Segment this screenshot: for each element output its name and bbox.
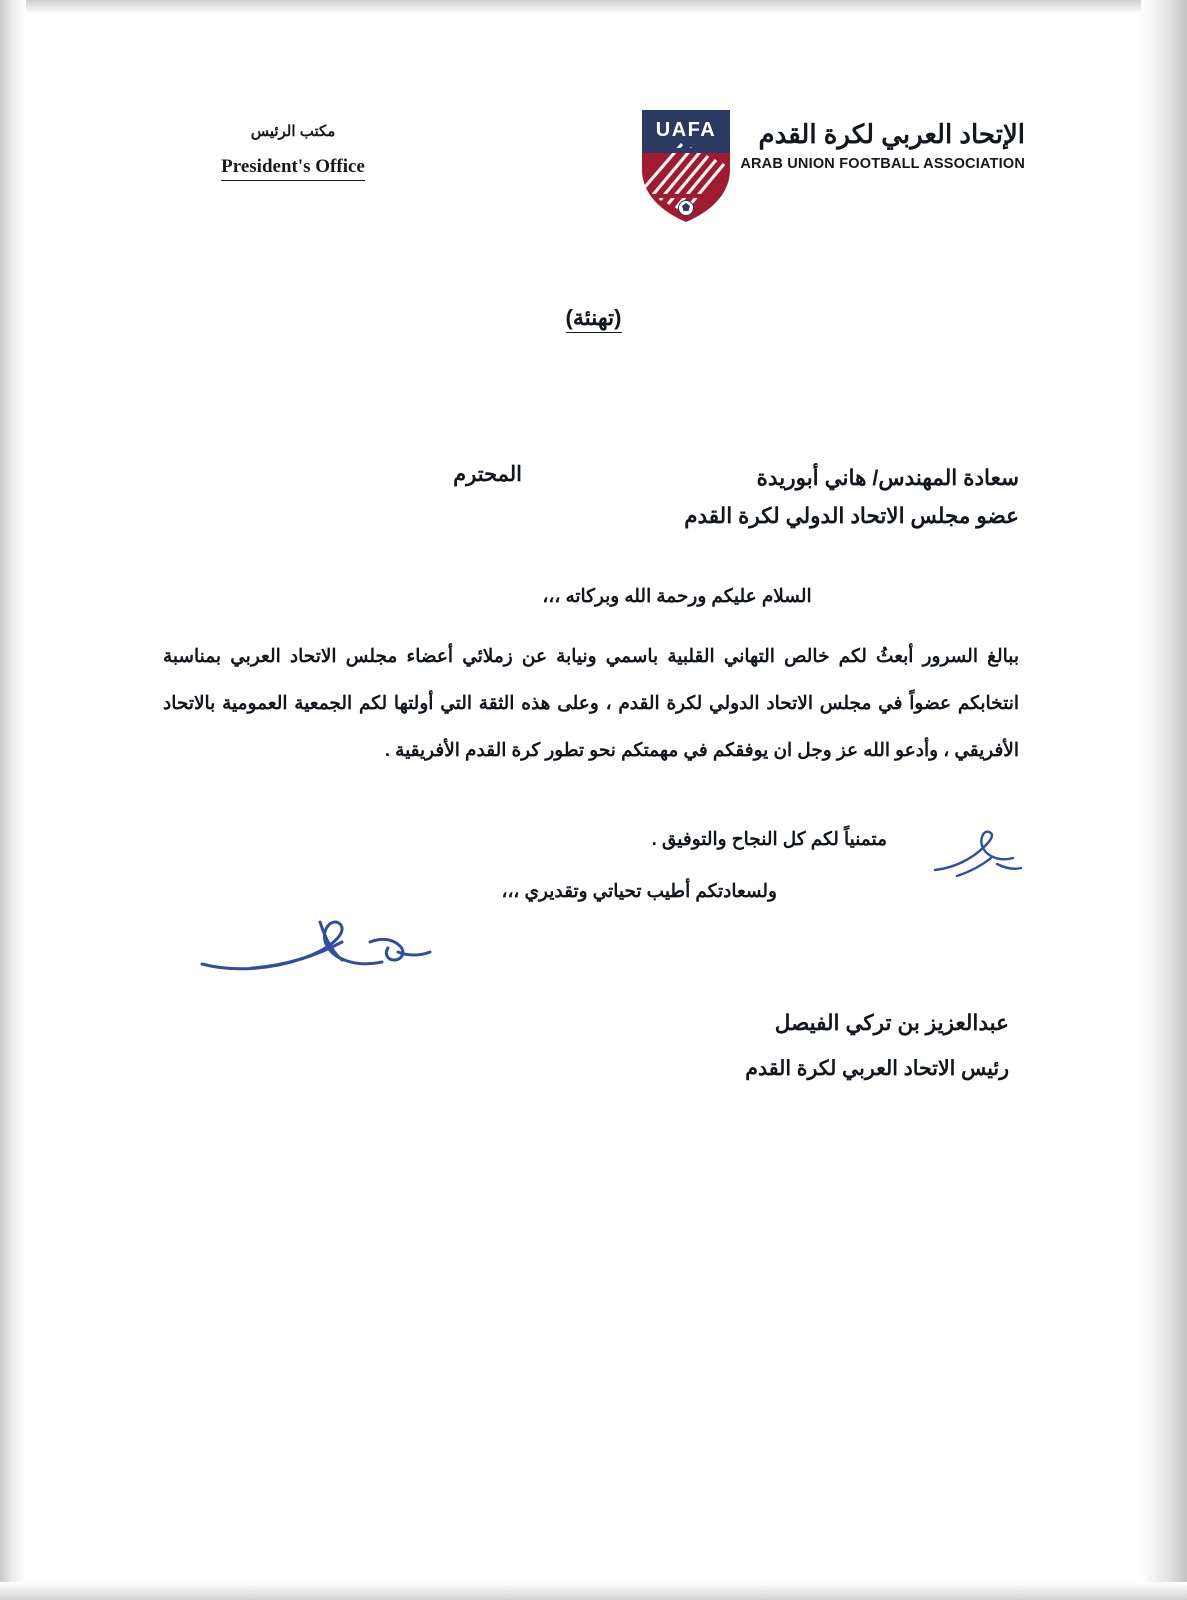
addressee-honorific: المحترم	[453, 463, 522, 486]
addressee-name: سعادة المهندس/ هاني أبوريدة	[756, 466, 1019, 490]
scan-edge-bottom	[0, 1582, 1187, 1600]
president-office-block	[178, 122, 408, 181]
svg-text:UAFA: UAFA	[656, 119, 717, 141]
closing-line-2: ولسعادتكم أطيب تحياتي وتقديري ،،،	[501, 880, 777, 901]
organization-name-english: ARAB UNION FOOTBALL ASSOCIATION	[740, 155, 1025, 172]
office-label-english: President's Office	[221, 156, 365, 181]
letter-body: ببالغ السرور أبعثُ لكم خالص التهاني القلبية باسمي ونيابة عن زملائي أعضاء مجلس الاتحاد العربي بمناسبة انتخابكم عضواً في مجلس الاتحاد الدولي لكرة القدم ، وعلى هذه الثقة التي أولتها لكم الجمعية العمومية بالاتحاد الأفريقي ، وأدعو الله عز وجل ان يوفقكم في مهمتكم نحو تطور كرة القدم الأفريقية .	[163, 645, 1019, 761]
secondary-signature-mark	[927, 818, 1037, 898]
signer-title: رئيس الاتحاد العربي لكرة القدم	[745, 1056, 1009, 1080]
closing-line-1: متمنياً لكم كل النجاح والتوفيق .	[651, 828, 887, 849]
organization-logo-block	[638, 108, 1025, 226]
letter-subject-text: (تهنئة)	[566, 305, 622, 333]
president-signature-mark	[192, 912, 452, 992]
letterhead	[0, 108, 1187, 248]
addressee-position: عضو مجلس الاتحاد الدولي لكرة القدم	[684, 503, 1019, 528]
organization-name-arabic: الإتحاد العربي لكرة القدم	[758, 119, 1025, 149]
letter-subject	[0, 305, 1187, 331]
scan-edge-top	[0, 0, 1187, 14]
addressee-block	[159, 460, 1019, 535]
office-label-arabic: مكتب الرئيس	[250, 123, 336, 140]
signer-block	[745, 1012, 1009, 1081]
salutation: السلام عليكم ورحمة الله وبركاته ،،،	[542, 585, 812, 606]
signer-name: عبدالعزيز بن تركي الفيصل	[774, 1011, 1009, 1035]
organization-name-block	[734, 108, 1025, 172]
uafa-crest-icon	[638, 108, 734, 226]
